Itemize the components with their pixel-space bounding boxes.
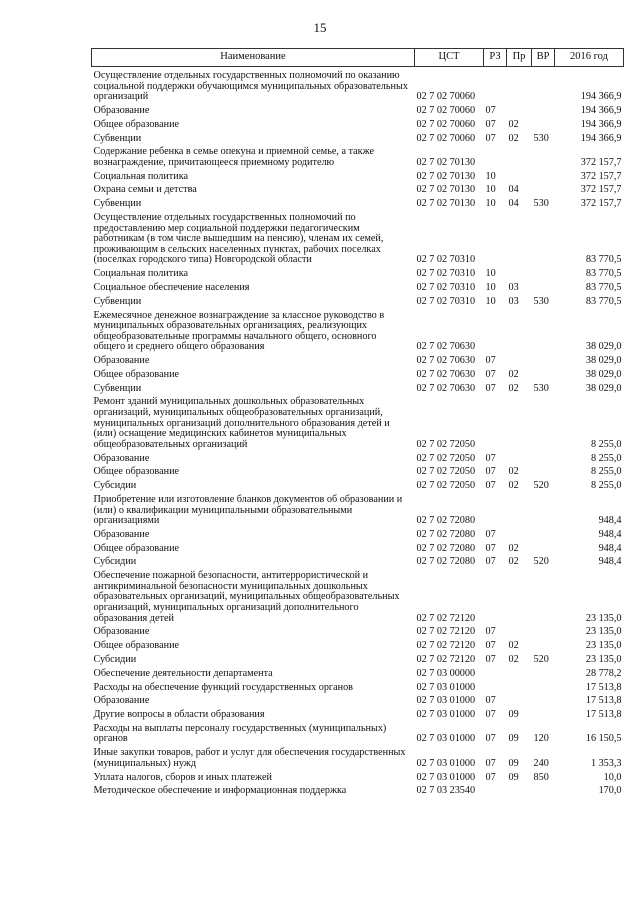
row-amount: 948,4 [598, 542, 622, 554]
row-cst: 02 7 03 23540 [416, 785, 476, 797]
row-cst: 02 7 02 70130 [416, 156, 476, 168]
row-cst: 02 7 02 70060 [416, 118, 476, 130]
row-amount: 8 255,0 [590, 438, 622, 450]
row-vr [532, 667, 555, 681]
table-row [92, 528, 624, 542]
row-vr [532, 368, 555, 382]
row-pr [507, 785, 532, 799]
row-name: Социальное обеспечение населения [93, 281, 250, 293]
header-pr: Пр [507, 49, 532, 67]
row-amount: 38 029,0 [585, 382, 622, 394]
row-cst: 02 7 02 70630 [416, 382, 476, 394]
row-cst: 02 7 02 72050 [416, 438, 476, 450]
row-amount: 17 513,8 [585, 695, 622, 707]
row-pr: 02 [508, 542, 519, 554]
row-rz [484, 785, 507, 799]
row-pr: 02 [508, 466, 519, 478]
row-pr [507, 355, 532, 369]
row-pr [507, 396, 532, 452]
row-vr: 120 [533, 733, 549, 745]
row-name: Приобретение или изготовление бланков документов об образовании и (или) о квалификации муниципальными образовательными организациями [93, 493, 403, 527]
table-row [92, 132, 624, 146]
row-amount: 28 778,2 [585, 667, 622, 679]
row-cst: 02 7 03 01000 [416, 709, 476, 721]
row-cst: 02 7 03 01000 [416, 771, 476, 783]
row-vr [532, 452, 555, 466]
row-rz: 07 [485, 466, 496, 478]
row-vr [532, 396, 555, 452]
table-row [92, 368, 624, 382]
row-rz: 07 [485, 480, 496, 492]
row-cst: 02 7 02 70130 [416, 184, 476, 196]
row-amount: 16 150,5 [585, 733, 622, 745]
header-vr: ВР [532, 49, 555, 67]
table-row [92, 709, 624, 723]
row-amount: 17 513,8 [585, 709, 622, 721]
row-amount: 23 135,0 [585, 626, 622, 638]
row-rz: 07 [485, 556, 496, 568]
row-amount: 372 157,7 [580, 184, 622, 196]
row-rz [484, 493, 507, 528]
row-rz [484, 211, 507, 267]
row-name: Осуществление отдельных государственных полномочий по предоставлению мер социальной поддержки педагогическим работникам (в том числе вышедшим на пенсию), членам их семей, проживающим в сельских населенных пунктах, рабочих поселках (поселках городского типа) Новгородской области [93, 212, 384, 266]
row-rz: 07 [485, 355, 496, 367]
row-name: Осуществление отдельных государственных полномочий по оказанию социальной поддержки обучающимся муниципальных образовательных организаций [93, 70, 408, 103]
row-pr [507, 104, 532, 118]
row-vr [532, 570, 555, 626]
row-amount: 8 255,0 [590, 480, 622, 492]
row-vr [532, 695, 555, 709]
row-vr: 530 [533, 295, 549, 307]
row-amount: 17 513,8 [585, 681, 622, 693]
row-rz: 07 [485, 452, 496, 464]
row-pr [507, 667, 532, 681]
row-vr [532, 281, 555, 295]
header-cst: ЦСТ [415, 49, 484, 67]
row-amount: 10,0 [603, 771, 622, 783]
row-rz [484, 146, 507, 170]
row-amount: 83 770,5 [585, 254, 622, 266]
row-amount: 194 366,9 [580, 118, 622, 130]
row-cst: 02 7 03 01000 [416, 733, 476, 745]
row-name: Ежемесячное денежное вознаграждение за классное руководство в муниципальных образовательных организациях, реализующих общеобразовательные программы начального общего, основного общего и среднего общего образования [93, 309, 385, 353]
row-vr [532, 118, 555, 132]
row-rz: 10 [485, 184, 496, 196]
row-cst: 02 7 03 01000 [416, 681, 476, 693]
row-pr [507, 626, 532, 640]
row-cst: 02 7 02 70630 [416, 368, 476, 380]
row-vr [532, 355, 555, 369]
row-vr [532, 626, 555, 640]
row-cst: 02 7 02 72120 [416, 612, 476, 624]
row-cst: 02 7 03 01000 [416, 695, 476, 707]
row-cst: 02 7 02 70310 [416, 268, 476, 280]
row-vr [532, 542, 555, 556]
row-name: Субсидии [93, 480, 137, 492]
row-pr [507, 170, 532, 184]
row-cst: 02 7 02 72080 [416, 556, 476, 568]
row-amount: 948,4 [598, 556, 622, 568]
row-amount: 23 135,0 [585, 612, 622, 624]
row-cst: 02 7 02 70060 [416, 132, 476, 144]
row-pr [507, 268, 532, 282]
table-row [92, 681, 624, 695]
row-cst: 02 7 02 72050 [416, 480, 476, 492]
row-name: Субсидии [93, 653, 137, 665]
row-name: Образование [93, 104, 150, 116]
row-name: Охрана семьи и детства [93, 184, 197, 196]
row-pr: 09 [508, 733, 519, 745]
row-vr: 530 [533, 198, 549, 210]
row-amount: 8 255,0 [590, 466, 622, 478]
row-rz: 07 [485, 132, 496, 144]
table-row [92, 556, 624, 570]
row-cst: 02 7 02 70630 [416, 355, 476, 367]
row-rz: 07 [485, 653, 496, 665]
budget-table [91, 48, 624, 799]
row-amount: 948,4 [598, 528, 622, 540]
row-vr [532, 640, 555, 654]
row-rz: 07 [485, 771, 496, 783]
table-row [92, 198, 624, 212]
table-row [92, 67, 624, 105]
row-amount: 83 770,5 [585, 281, 622, 293]
table-row [92, 570, 624, 626]
row-cst: 02 7 02 72050 [416, 466, 476, 478]
row-amount: 23 135,0 [585, 640, 622, 652]
row-vr [532, 146, 555, 170]
row-pr: 04 [508, 198, 519, 210]
table-row [92, 452, 624, 466]
row-vr: 520 [533, 556, 549, 568]
row-name: Расходы на обеспечение функций государственных органов [93, 681, 353, 693]
row-amount: 194 366,9 [580, 91, 622, 103]
row-name: Общее образование [93, 118, 180, 130]
row-amount: 38 029,0 [585, 341, 622, 353]
row-amount: 38 029,0 [585, 368, 622, 380]
row-rz: 10 [485, 295, 496, 307]
row-name: Методическое обеспечение и информационная поддержка [93, 785, 347, 797]
row-pr: 02 [508, 382, 519, 394]
row-rz: 10 [485, 198, 496, 210]
row-pr: 02 [508, 556, 519, 568]
table-row [92, 747, 624, 771]
table-row [92, 382, 624, 396]
row-amount: 372 157,7 [580, 170, 622, 182]
row-name: Образование [93, 355, 150, 367]
row-cst: 02 7 02 72080 [416, 542, 476, 554]
row-pr [507, 681, 532, 695]
row-rz: 07 [485, 626, 496, 638]
row-amount: 170,0 [598, 785, 622, 797]
row-name: Общее образование [93, 542, 180, 554]
row-pr [507, 695, 532, 709]
row-rz [484, 681, 507, 695]
row-rz: 07 [485, 640, 496, 652]
row-cst: 02 7 02 72120 [416, 626, 476, 638]
row-vr: 850 [533, 771, 549, 783]
row-pr: 09 [508, 757, 519, 769]
table-row [92, 295, 624, 309]
row-rz: 07 [485, 368, 496, 380]
row-cst: 02 7 02 70060 [416, 91, 476, 103]
header-rz: РЗ [484, 49, 507, 67]
row-cst: 02 7 02 72120 [416, 653, 476, 665]
table-row [92, 722, 624, 746]
row-amount: 1 353,3 [590, 757, 622, 769]
row-pr: 02 [508, 653, 519, 665]
row-rz: 07 [485, 733, 496, 745]
row-vr: 530 [533, 132, 549, 144]
row-cst: 02 7 03 01000 [416, 757, 476, 769]
row-vr [532, 67, 555, 105]
row-rz: 07 [485, 542, 496, 554]
row-name: Уплата налогов, сборов и иных платежей [93, 771, 272, 783]
row-name: Иные закупки товаров, работ и услуг для обеспечения государственных (муниципальных) нужд [93, 747, 406, 769]
row-rz [484, 67, 507, 105]
table-header-row [92, 49, 624, 67]
table-row [92, 118, 624, 132]
row-vr: 520 [533, 480, 549, 492]
row-name: Обеспечение пожарной безопасности, антитеррористической и антикриминальной безопасности муниципальных дошкольных образовательных организаций, муниципальных общеобразовательных организаций, муниципальных организаций дополнительного образования детей [93, 570, 400, 624]
table-row [92, 667, 624, 681]
row-vr: 520 [533, 653, 549, 665]
row-cst: 02 7 02 70630 [416, 341, 476, 353]
row-rz [484, 570, 507, 626]
row-name: Расходы на выплаты персоналу государственных (муниципальных) органов [93, 722, 387, 745]
row-cst: 02 7 02 70130 [416, 170, 476, 182]
row-rz [484, 396, 507, 452]
row-pr: 02 [508, 480, 519, 492]
row-vr: 530 [533, 382, 549, 394]
row-vr [532, 184, 555, 198]
row-amount: 948,4 [598, 515, 622, 527]
table-row [92, 268, 624, 282]
row-pr [507, 493, 532, 528]
row-cst: 02 7 02 72080 [416, 528, 476, 540]
row-vr [532, 309, 555, 355]
row-name: Другие вопросы в области образования [93, 709, 265, 721]
row-name: Общее образование [93, 640, 180, 652]
page-number: 15 [313, 20, 327, 35]
row-name: Субвенции [93, 382, 142, 394]
row-vr [532, 268, 555, 282]
row-name: Образование [93, 695, 150, 707]
row-pr [507, 570, 532, 626]
row-pr [507, 146, 532, 170]
row-name: Социальная политика [93, 170, 189, 182]
row-cst: 02 7 02 72050 [416, 452, 476, 464]
row-amount: 83 770,5 [585, 295, 622, 307]
row-cst: 02 7 02 70310 [416, 295, 476, 307]
row-pr: 09 [508, 771, 519, 783]
row-rz: 07 [485, 695, 496, 707]
row-name: Ремонт зданий муниципальных дошкольных образовательных организаций, муниципальных общеобразовательных организаций, муниципальных организаций дополнительного образования детей и (или) оснащение медицинских кабинетов муниципальных общеобразовательных организаций [93, 396, 390, 450]
table-row [92, 211, 624, 267]
row-vr [532, 528, 555, 542]
row-pr [507, 309, 532, 355]
table-row [92, 396, 624, 452]
row-name: Образование [93, 626, 150, 638]
row-vr: 240 [533, 757, 549, 769]
row-name: Субвенции [93, 198, 142, 210]
row-pr: 03 [508, 281, 519, 293]
table-row [92, 184, 624, 198]
row-pr: 04 [508, 184, 519, 196]
row-cst: 02 7 02 70060 [416, 104, 476, 116]
row-vr [532, 785, 555, 799]
row-cst: 02 7 03 00000 [416, 667, 476, 679]
row-amount: 372 157,7 [580, 198, 622, 210]
row-vr [532, 681, 555, 695]
row-pr: 03 [508, 295, 519, 307]
row-vr [532, 211, 555, 267]
row-amount: 194 366,9 [580, 104, 622, 116]
row-pr [507, 211, 532, 267]
row-vr [532, 709, 555, 723]
row-rz [484, 309, 507, 355]
row-pr: 02 [508, 132, 519, 144]
row-cst: 02 7 02 72120 [416, 640, 476, 652]
table-row [92, 104, 624, 118]
row-name: Содержание ребенка в семье опекуна и приемной семье, а также вознаграждение, причитающееся приемному родителю [93, 146, 375, 168]
table-row [92, 785, 624, 799]
row-cst: 02 7 02 70130 [416, 198, 476, 210]
row-pr: 02 [508, 118, 519, 130]
table-row [92, 695, 624, 709]
row-rz: 07 [485, 104, 496, 116]
row-vr [532, 170, 555, 184]
row-amount: 194 366,9 [580, 132, 622, 144]
row-amount: 372 157,7 [580, 156, 622, 168]
row-pr: 02 [508, 368, 519, 380]
table-row [92, 480, 624, 494]
table-row [92, 281, 624, 295]
row-rz: 07 [485, 528, 496, 540]
row-cst: 02 7 02 70310 [416, 254, 476, 266]
row-vr [532, 466, 555, 480]
row-vr [532, 104, 555, 118]
row-cst: 02 7 02 72080 [416, 515, 476, 527]
table-row [92, 640, 624, 654]
row-amount: 38 029,0 [585, 355, 622, 367]
row-name: Общее образование [93, 368, 180, 380]
row-pr [507, 452, 532, 466]
table-body [92, 67, 624, 799]
row-name: Образование [93, 452, 150, 464]
row-amount: 83 770,5 [585, 268, 622, 280]
table-row [92, 771, 624, 785]
row-cst: 02 7 02 70310 [416, 281, 476, 293]
table-row [92, 466, 624, 480]
table-row [92, 653, 624, 667]
row-vr [532, 493, 555, 528]
table-row [92, 493, 624, 528]
header-year: 2016 год [555, 49, 624, 67]
row-pr: 09 [508, 709, 519, 721]
row-rz: 10 [485, 268, 496, 280]
row-name: Субвенции [93, 132, 142, 144]
table-row [92, 309, 624, 355]
row-name: Образование [93, 528, 150, 540]
row-rz: 07 [485, 757, 496, 769]
table-row [92, 170, 624, 184]
table-row [92, 542, 624, 556]
header-name: Наименование [92, 49, 415, 67]
row-name: Общее образование [93, 466, 180, 478]
row-name: Социальная политика [93, 268, 189, 280]
table-row [92, 626, 624, 640]
row-rz: 07 [485, 709, 496, 721]
row-amount: 8 255,0 [590, 452, 622, 464]
row-pr [507, 528, 532, 542]
table-row [92, 146, 624, 170]
row-rz: 07 [485, 382, 496, 394]
row-name: Обеспечение деятельности департамента [93, 667, 273, 679]
row-amount: 23 135,0 [585, 653, 622, 665]
row-rz: 10 [485, 281, 496, 293]
table-row [92, 355, 624, 369]
row-name: Субсидии [93, 556, 137, 568]
row-rz [484, 667, 507, 681]
row-rz: 07 [485, 118, 496, 130]
row-pr [507, 67, 532, 105]
row-rz: 10 [485, 170, 496, 182]
row-pr: 02 [508, 640, 519, 652]
row-name: Субвенции [93, 295, 142, 307]
